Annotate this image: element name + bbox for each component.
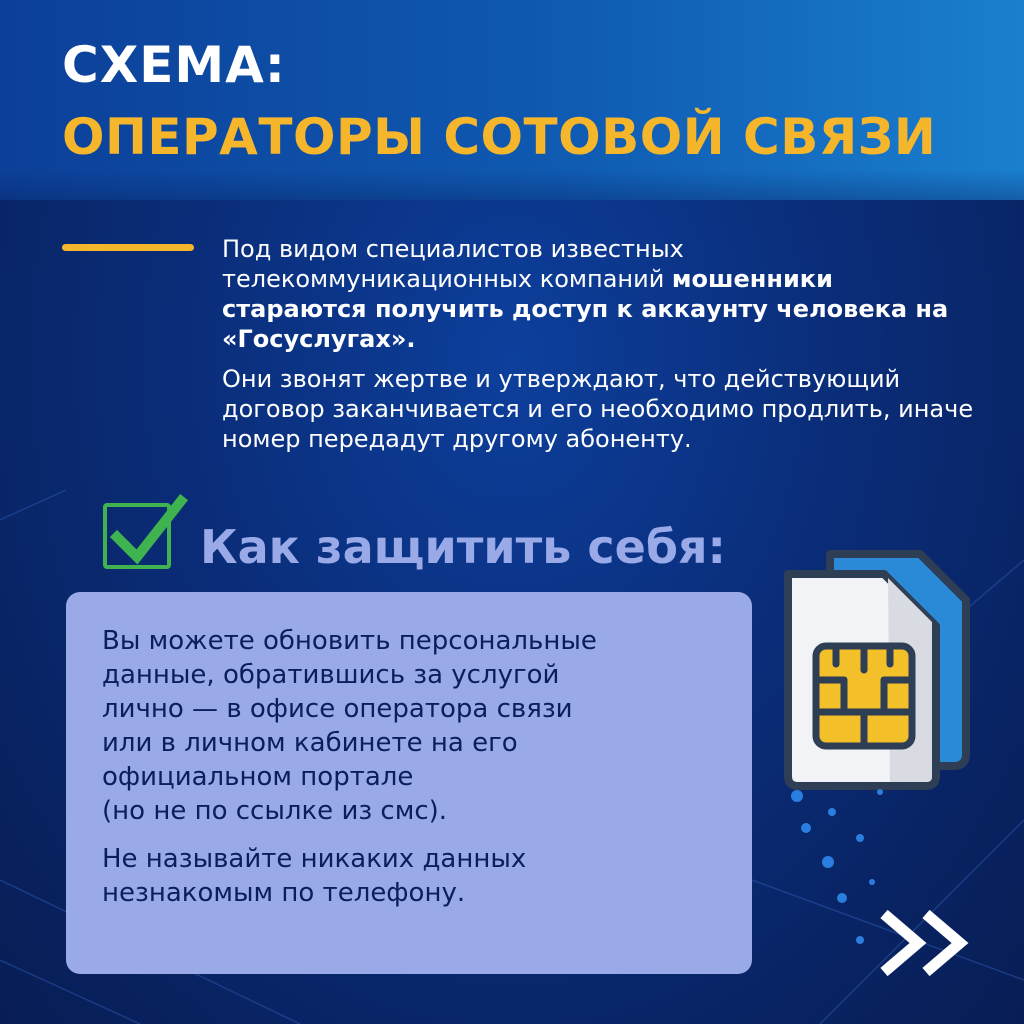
intro-p1-bold: мошенники стараются получить доступ к аккаунту человека на «Госуслугах».: [222, 265, 949, 353]
sim-card-icon: [770, 540, 990, 800]
header-band: [0, 0, 1024, 200]
intro-text: [222, 234, 982, 464]
intro-paragraph-2: Они звонят жертве и утверждают, что действующий договор заканчивается и его необходимо продлить, иначе номер передадут другому абоненту.: [222, 365, 974, 453]
intro-p1-normal: Под видом специалистов известных телекоммуникационных компаний: [222, 235, 684, 293]
advice-paragraph-2: Не называйте никаких данных незнакомым по телефону.: [102, 844, 527, 908]
scheme-label: СХЕМА:: [62, 36, 286, 94]
advice-paragraph-1: Вы можете обновить персональные данные, обратившись за услугой лично — в офисе оператора связи или в личном кабинете на его официальном портале (но не по ссылке из смс).: [102, 626, 597, 826]
protect-heading: Как защитить себя:: [200, 520, 726, 574]
page-title: ОПЕРАТОРЫ СОТОВОЙ СВЯЗИ: [62, 108, 937, 166]
double-chevron-right-icon[interactable]: [878, 908, 978, 978]
checkbox-check-icon: [103, 503, 171, 569]
advice-panel: [66, 592, 752, 974]
accent-line: [62, 244, 194, 251]
intro-paragraph-1: [222, 234, 982, 354]
